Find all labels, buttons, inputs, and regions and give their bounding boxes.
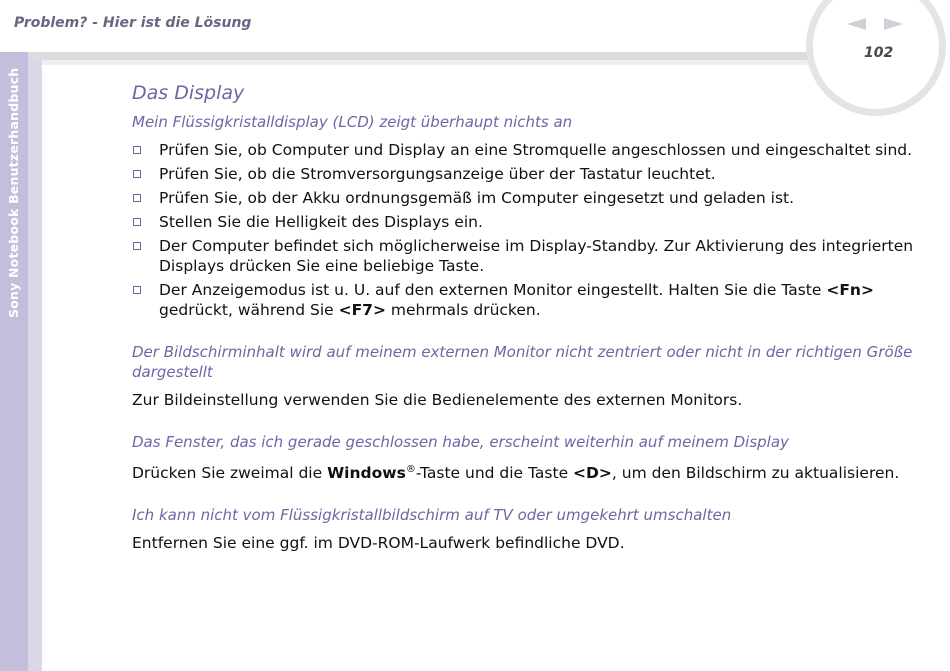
key-f7: <F7>: [338, 301, 386, 319]
question-external-monitor: Der Bildschirminhalt wird auf meinem externen Monitor nicht zentriert oder nicht in der richtigen Größe dargestellt: [132, 343, 913, 381]
list-item: Prüfen Sie, ob der Akku ordnungsgemäß im Computer eingesetzt und geladen ist.: [132, 188, 922, 208]
registered-mark: ®: [405, 464, 416, 475]
checkbox-bullet-icon: [133, 194, 141, 202]
answer-external-monitor: Zur Bildeinstellung verwenden Sie die Bedienelemente des externen Monitors.: [132, 391, 743, 409]
list-item: Prüfen Sie, ob die Stromversorgungsanzeige über der Tastatur leuchtet.: [132, 164, 922, 184]
list-item: Der Computer befindet sich möglicherweise im Display-Standby. Zur Aktivierung des integrierten Displays drücken Sie eine beliebige Taste.: [132, 236, 922, 276]
question-tv-switch: Ich kann nicht vom Flüssigkristallbildschirm auf TV oder umgekehrt umschalten: [132, 506, 732, 525]
checkbox-bullet-icon: [133, 170, 141, 178]
list-item: Stellen Sie die Helligkeit des Displays ein.: [132, 212, 922, 232]
checklist-lcd-blank: [132, 140, 922, 320]
header-rule-shadow: [42, 60, 858, 65]
header-rule: [28, 52, 858, 60]
answer-window-persists: Drücken Sie zweimal die Windows®-Taste und die Taste <D>, um den Bildschirm zu aktualisieren.: [132, 464, 900, 483]
checkbox-bullet-icon: [133, 146, 141, 154]
section-title: Das Display: [132, 82, 245, 104]
checkbox-bullet-icon: [133, 218, 141, 226]
question-window-persists: Das Fenster, das ich gerade geschlossen habe, erscheint weiterhin auf meinem Display: [132, 433, 789, 451]
sidebar-manual-title: Sony Notebook Benutzerhandbuch: [6, 67, 21, 318]
list-item: Prüfen Sie, ob Computer und Display an eine Stromquelle angeschlossen und eingeschaltet sind.: [132, 140, 922, 160]
next-page-arrow-icon[interactable]: [884, 18, 903, 30]
list-item: Der Anzeigemodus ist u. U. auf den externen Monitor eingestellt. Halten Sie die Taste <Fn> gedrückt, während Sie <F7> mehrmals drücken.: [132, 280, 922, 320]
page-number: 102: [864, 45, 894, 61]
question-lcd-blank: Mein Flüssigkristalldisplay (LCD) zeigt überhaupt nichts an: [132, 113, 573, 131]
previous-page-arrow-icon[interactable]: [847, 18, 866, 30]
checkbox-bullet-icon: [133, 242, 141, 250]
sidebar-inner-band: [28, 52, 42, 671]
key-fn: <Fn>: [826, 281, 874, 299]
main-content: [132, 82, 922, 553]
windows-key: Windows: [327, 464, 406, 483]
key-d: <D>: [573, 464, 612, 483]
header-title: Problem? - Hier ist die Lösung: [14, 15, 252, 31]
checkbox-bullet-icon: [133, 286, 141, 294]
answer-tv-switch: Entfernen Sie eine ggf. im DVD-ROM-Laufwerk befindliche DVD.: [132, 534, 625, 553]
